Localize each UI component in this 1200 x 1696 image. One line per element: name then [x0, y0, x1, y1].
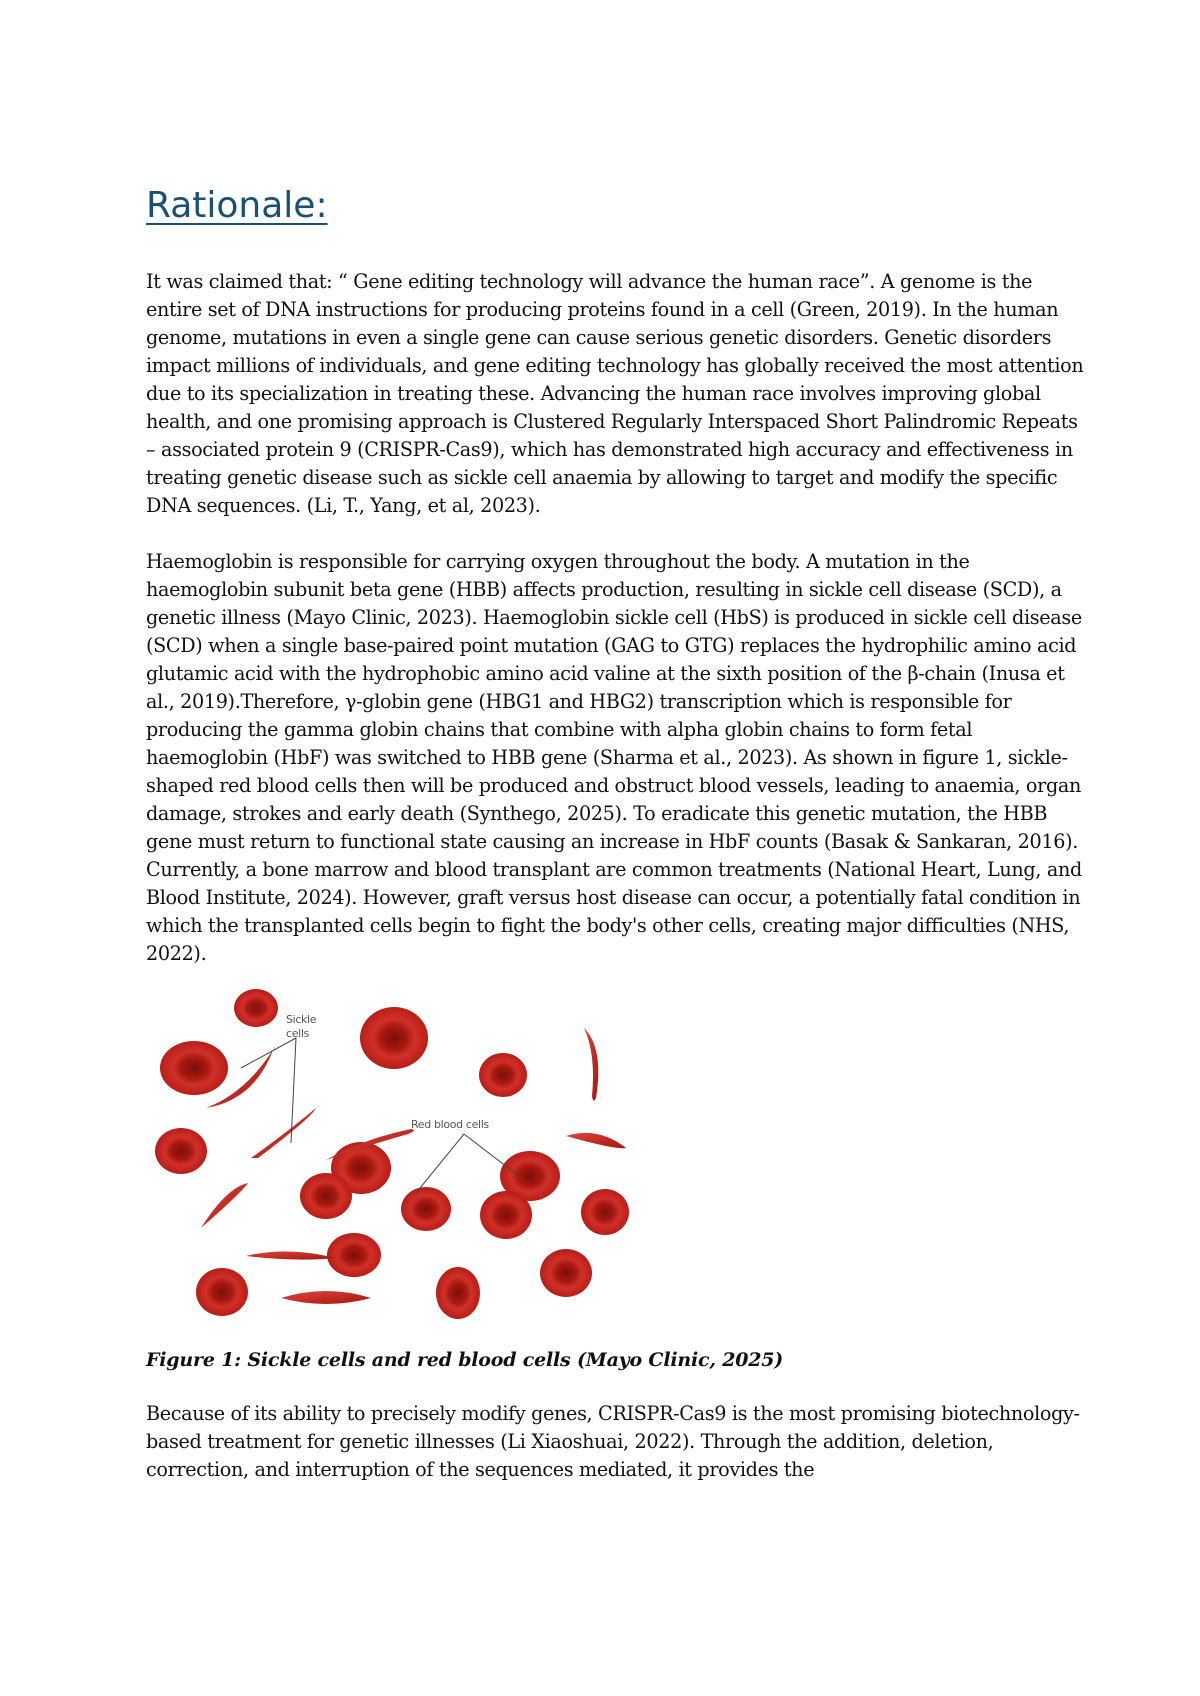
paragraph-haemoglobin: Haemoglobin is responsible for carrying oxygen throughout the body. A mutation in the haemoglobin subunit beta gene (HBB) affects production, resulting in sickle cell disease (SCD), a genetic illness (Mayo Clinic, 2023). Haemoglobin sickle cell (HbS) is produced in sickle cell disease (SCD) when a single base-paired point mutation (GAG to GTG) replaces the hydrophilic amino acid glutamic acid with the hydrophobic amino acid valine at the sixth position of the β-chain (Inusa et al., 2019).Therefore, γ-globin gene (HBG1 and HBG2) transcription which is responsible for producing the gamma globin chains that combine with alpha globin chains to form fetal haemoglobin (HbF) was switched to HBB gene (Sharma et al., 2023). As shown in figure 1, sickle-shaped red blood cells then will be produced and obstruct blood vessels, leading to anaemia, organ damage, strokes and early death (Synthego, 2025). To eradicate this genetic mutation, the HBB gene must return to functional state causing an increase in HbF counts (Basak & Sankaran, 2016). Currently, a bone marrow and blood transplant are common treatments (National Heart, Lung, and Blood Institute, 2024). However, graft versus host disease can occur, a potentially fatal condition in which the transplanted cells begin to fight the body's other cells, creating major difficulties (NHS, 2022). [146, 550, 1082, 965]
paragraph-intro: It was claimed that: “ Gene editing technology will advance the human race”. A genome is the entire set of DNA instructions for producing proteins found in a cell (Green, 2019). In the human genome, mutations in even a single gene can cause serious genetic disorders. Genetic disorders impact millions of individuals, and gene editing technology has globally received the most attention due to its specialization in treating these. Advancing the human race involves improving global health, and one promising approach is Clustered Regularly Interspaced Short Palindromic Repeats – associated protein 9 (CRISPR-Cas9), which has demonstrated high accuracy and effectiveness in treating genetic disease such as sickle cell anaemia by allowing to target and modify the specific DNA sequences. (Li, T., Yang, et al, 2023). [146, 270, 1084, 517]
sickle-cells-label: Sickle cells [286, 1013, 317, 1040]
paragraph-crispr: Because of its ability to precisely modify genes, CRISPR-Cas9 is the most promising biotechnology-based treatment for genetic illnesses (Li Xiaoshuai, 2022). Through the addition, deletion, correction, and interruption of the sequences mediated, it provides the [146, 1402, 1080, 1481]
red-blood-cells-label: Red blood cells [411, 1118, 489, 1131]
figure-caption: Figure 1: Sickle cells and red blood cells (Mayo Clinic, 2025) [146, 1349, 784, 1371]
red-blood-cells [155, 989, 629, 1319]
sickle-cell-figure [146, 988, 666, 1328]
document-page [146, 180, 1086, 1484]
blood-cells-illustration [146, 988, 666, 1328]
section-heading: Rationale: [146, 185, 328, 226]
